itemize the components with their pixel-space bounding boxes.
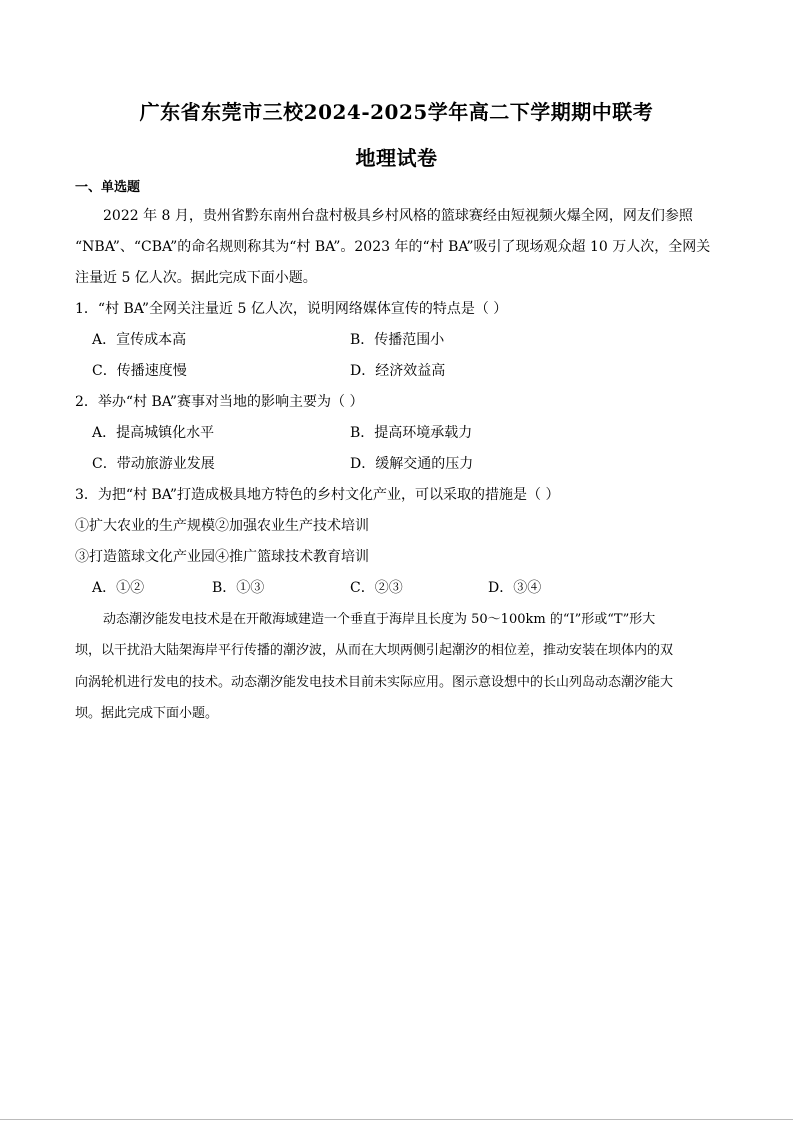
question-2-option-c[interactable]: C．带动旅游业发展 [92,456,215,472]
passage1-line2: “NBA”、“CBA”的命名规则称其为“村 BA”。2023 年的“村 BA”吸引了现场观众超 10 万人次，全网关 [75,239,711,255]
exam-title: 广东省东莞市三校2024-2025学年高二下学期期中联考 [139,100,654,124]
question-3-stem: 3．为把“村 BA”打造成极具地方特色的乡村文化产业，可以采取的措施是（ ） [75,487,560,503]
section-heading: 一、单选题 [75,180,141,195]
passage1-line3: 注量近 5 亿人次。据此完成下面小题。 [75,270,317,286]
question-1-option-d[interactable]: D．经济效益高 [350,363,446,379]
question-2-stem: 2．举办“村 BA”赛事对当地的影响主要为（ ） [75,394,364,410]
question-2-option-a[interactable]: A．提高城镇化水平 [92,425,215,441]
question-3-option-d[interactable]: D．③④ [488,580,542,596]
question-1-option-a[interactable]: A．宣传成本高 [92,332,187,348]
passage1-line1: 2022 年 8 月，贵州省黔东南州台盘村极具乡村风格的篮球赛经由短视频火爆全网，网友们参照 [103,208,693,224]
question-3-option-b[interactable]: B．①③ [212,580,265,596]
passage2-line4: 坝。据此完成下面小题。 [75,706,219,721]
question-2-option-d[interactable]: D．缓解交通的压力 [350,456,474,472]
question-3-statement-2: ③打造篮球文化产业园④推广篮球技术教育培训 [75,549,369,565]
question-2-option-b[interactable]: B．提高环境承载力 [350,425,473,441]
exam-subject-title: 地理试卷 [355,146,438,170]
question-1-stem: 1．“村 BA”全网关注量近 5 亿人次，说明网络媒体宣传的特点是（ ） [75,301,508,317]
passage2-line2: 坝，以干扰沿大陆架海岸平行传播的潮汐波，从而在大坝两侧引起潮汐的相位差，推动安装在坝体内的双 [75,643,674,658]
passage2-line3: 向涡轮机进行发电的技术。动态潮汐能发电技术目前未实际应用。图示意设想中的长山列岛动态潮汐能大 [75,675,674,690]
question-1-option-b[interactable]: B．传播范围小 [350,332,445,348]
question-3-option-a[interactable]: A．①② [92,580,145,596]
question-1-option-c[interactable]: C．传播速度慢 [92,363,187,379]
question-3-option-c[interactable]: C．②③ [350,580,403,596]
passage2-line1: 动态潮汐能发电技术是在开敞海域建造一个垂直于海岸且长度为 50～100km 的“I”形或“T”形大 [103,612,656,627]
page-bottom-divider [0,1119,793,1120]
question-3-statement-1: ①扩大农业的生产规模②加强农业生产技术培训 [75,518,369,534]
